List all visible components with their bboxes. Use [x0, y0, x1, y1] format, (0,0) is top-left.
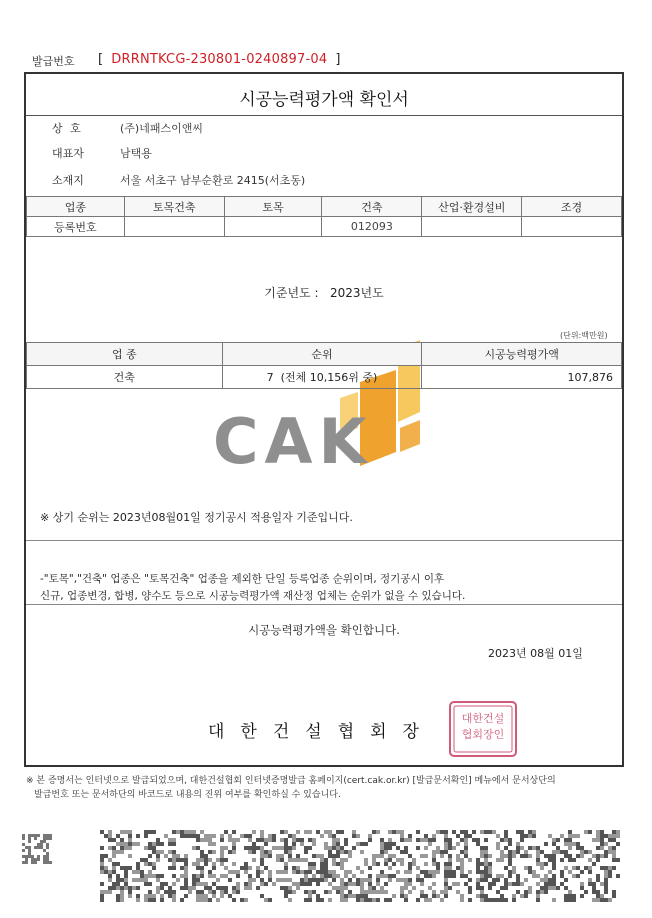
- header-cell: 토목: [224, 197, 322, 217]
- registration-table: [26, 196, 622, 237]
- issue-number: [90, 52, 349, 67]
- note-line-2: 신규, 업종변경, 합병, 양수도 등으로 시공능력평가액 재산정 업체는 순위가 없을 수 있습니다.: [40, 590, 466, 602]
- address-label: 소재지: [52, 174, 84, 187]
- note-line-1: -"토목","건축" 업종은 "토목건축" 업종을 제외한 단일 등록업종 순위이며, 정기공시 이후: [40, 573, 445, 585]
- bracket-open: [: [98, 52, 104, 67]
- footer-line-1: ※ 본 증명서는 인터넷으로 발급되었으며, 대한건설협회 인터넷증명발급 홈페이지(cert.cak.or.kr) [발급문서확인] 메뉴에서 문서상단의: [26, 776, 556, 786]
- confirmation-divider: [26, 604, 622, 605]
- registration-number-row: [27, 217, 622, 237]
- ceo-name: 남택용: [120, 147, 152, 160]
- ranking-header-row: [27, 343, 622, 366]
- company-name: (주)네패스이앤씨: [120, 122, 203, 135]
- seal-text-row-2: 협회장인: [461, 728, 505, 741]
- company-address: 서울 서초구 남부순환로 2415(서초동): [120, 174, 306, 187]
- registration-header-row: [27, 197, 622, 217]
- issue-date: 2023년 08월 01일: [488, 647, 583, 660]
- header-cell: 순위: [222, 343, 422, 366]
- row-label: 등록번호: [27, 217, 125, 237]
- base-year: [26, 284, 622, 301]
- ranking-rank-total: (전체 10,156위 중): [280, 371, 378, 384]
- barcode-pattern: [100, 830, 620, 902]
- company-name-label: 상 호: [52, 122, 83, 135]
- base-year-value: 2023년도: [329, 286, 384, 300]
- logo-shape-right: [400, 420, 420, 452]
- document-barcode: [18, 828, 630, 902]
- header-cell: 산업·환경설비: [422, 197, 522, 217]
- association-name: 대한건설협회장: [208, 722, 435, 742]
- header-cell: 업종: [27, 197, 125, 217]
- ranking-table: [26, 342, 622, 389]
- rank-basis-note: ※ 상기 순위는 2023년08월01일 정기공시 적용일자 기준입니다.: [40, 511, 353, 524]
- ceo-label: 대표자: [52, 147, 84, 160]
- base-year-label: 기준년도 :: [264, 286, 319, 300]
- registration-value: [124, 217, 224, 237]
- registration-value: [522, 217, 622, 237]
- unit-label: (단위:백만원): [560, 331, 608, 340]
- header-cell: 조경: [522, 197, 622, 217]
- issue-number-label: 발급번호: [32, 55, 75, 68]
- document-title: 시공능력평가액 확인서: [239, 90, 409, 110]
- confirmation-text: 시공능력평가액을 확인합니다.: [248, 623, 400, 637]
- seal-text-row-1: 대한건설: [461, 712, 505, 725]
- issue-number-value: DRRNTKCG-230801-0240897-04: [111, 52, 328, 67]
- official-seal: [448, 700, 518, 758]
- ranking-row: [27, 366, 622, 389]
- header-cell: 시공능력평가액: [422, 343, 622, 366]
- note-divider: [26, 540, 622, 541]
- ranking-rank: 7: [266, 371, 274, 384]
- cak-logo-text: CAK: [213, 405, 373, 478]
- footer-line-2: 발급번호 또는 문서하단의 바코드로 내용의 진위 여부를 확인하실 수 있습니다.: [34, 790, 341, 800]
- title-divider: [26, 115, 622, 116]
- registration-value: [422, 217, 522, 237]
- registration-value: [224, 217, 322, 237]
- ranking-type: 건축: [27, 366, 223, 389]
- ranking-rank-cell: [222, 366, 422, 389]
- header-cell: 건축: [322, 197, 422, 217]
- qr-code: [22, 834, 52, 864]
- bracket-close: ]: [335, 52, 341, 67]
- registration-value: 012093: [322, 217, 422, 237]
- header-cell: 업 종: [27, 343, 223, 366]
- ranking-amount: 107,876: [422, 366, 622, 389]
- header-cell: 토목건축: [124, 197, 224, 217]
